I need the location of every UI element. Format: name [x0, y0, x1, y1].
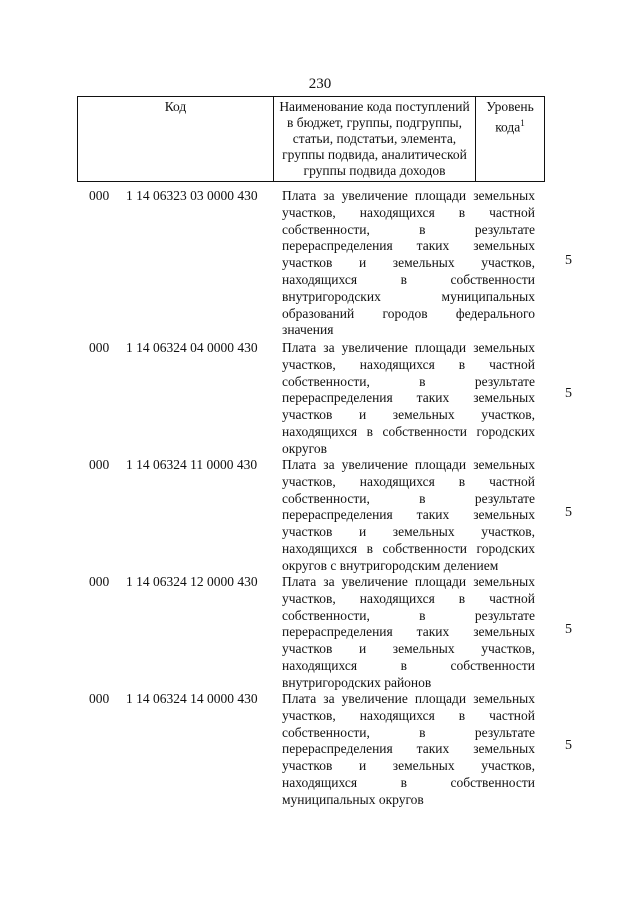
- row-level: 5: [565, 386, 572, 401]
- column-header-level-label: Уровень кода: [486, 99, 534, 135]
- row-description: Плата за увеличение площади земельных участков, находящихся в частной собственности, в результате перераспределения таких земельных участков и земельных участков, находящихся в собственности внутригородских районов: [282, 574, 535, 690]
- row-prefix: 000: [89, 340, 110, 355]
- row-code: 1 14 06324 11 0000 430: [126, 457, 258, 472]
- column-header-level: [476, 97, 545, 182]
- footnote-marker: 1: [520, 118, 525, 128]
- row-code: 1 14 06324 12 0000 430: [126, 574, 258, 589]
- row-description: Плата за увеличение площади земельных участков, находящихся в частной собственности, в результате перераспределения таких земельных участков и земельных участков, находящихся в собственности городских округов с внутригородским делением: [282, 457, 535, 573]
- row-prefix: 000: [89, 457, 110, 472]
- row-code: 1 14 06323 03 0000 430: [126, 188, 258, 203]
- row-description: Плата за увеличение площади земельных участков, находящихся в частной собственности, в результате перераспределения таких земельных участков и земельных участков, находящихся в собственности муниципальных округов: [282, 691, 535, 807]
- row-prefix: 000: [89, 691, 110, 706]
- row-level: 5: [565, 253, 572, 268]
- row-prefix: 000: [89, 574, 110, 589]
- row-code: 1 14 06324 04 0000 430: [126, 340, 258, 355]
- row-description: Плата за увеличение площади земельных участков, находящихся в частной собственности, в результате перераспределения таких земельных участков и земельных участков, находящихся в собственности внутригородских муниципальных образований городов федерального значения: [282, 188, 535, 338]
- column-header-code: Код: [78, 97, 274, 182]
- row-level: 5: [565, 622, 572, 637]
- column-header-name: Наименование кода поступлений в бюджет, группы, подгруппы, статьи, подстатьи, элемента, группы подвида, аналитической группы подвида доходов: [274, 97, 476, 182]
- row-description: Плата за увеличение площади земельных участков, находящихся в частной собственности, в результате перераспределения таких земельных участков и земельных участков, находящихся в собственности городских округов: [282, 340, 535, 456]
- row-code: 1 14 06324 14 0000 430: [126, 691, 258, 706]
- page-number: 230: [308, 76, 332, 92]
- row-level: 5: [565, 505, 572, 520]
- row-prefix: 000: [89, 188, 110, 203]
- table-header: [77, 96, 545, 182]
- row-level: 5: [565, 738, 572, 753]
